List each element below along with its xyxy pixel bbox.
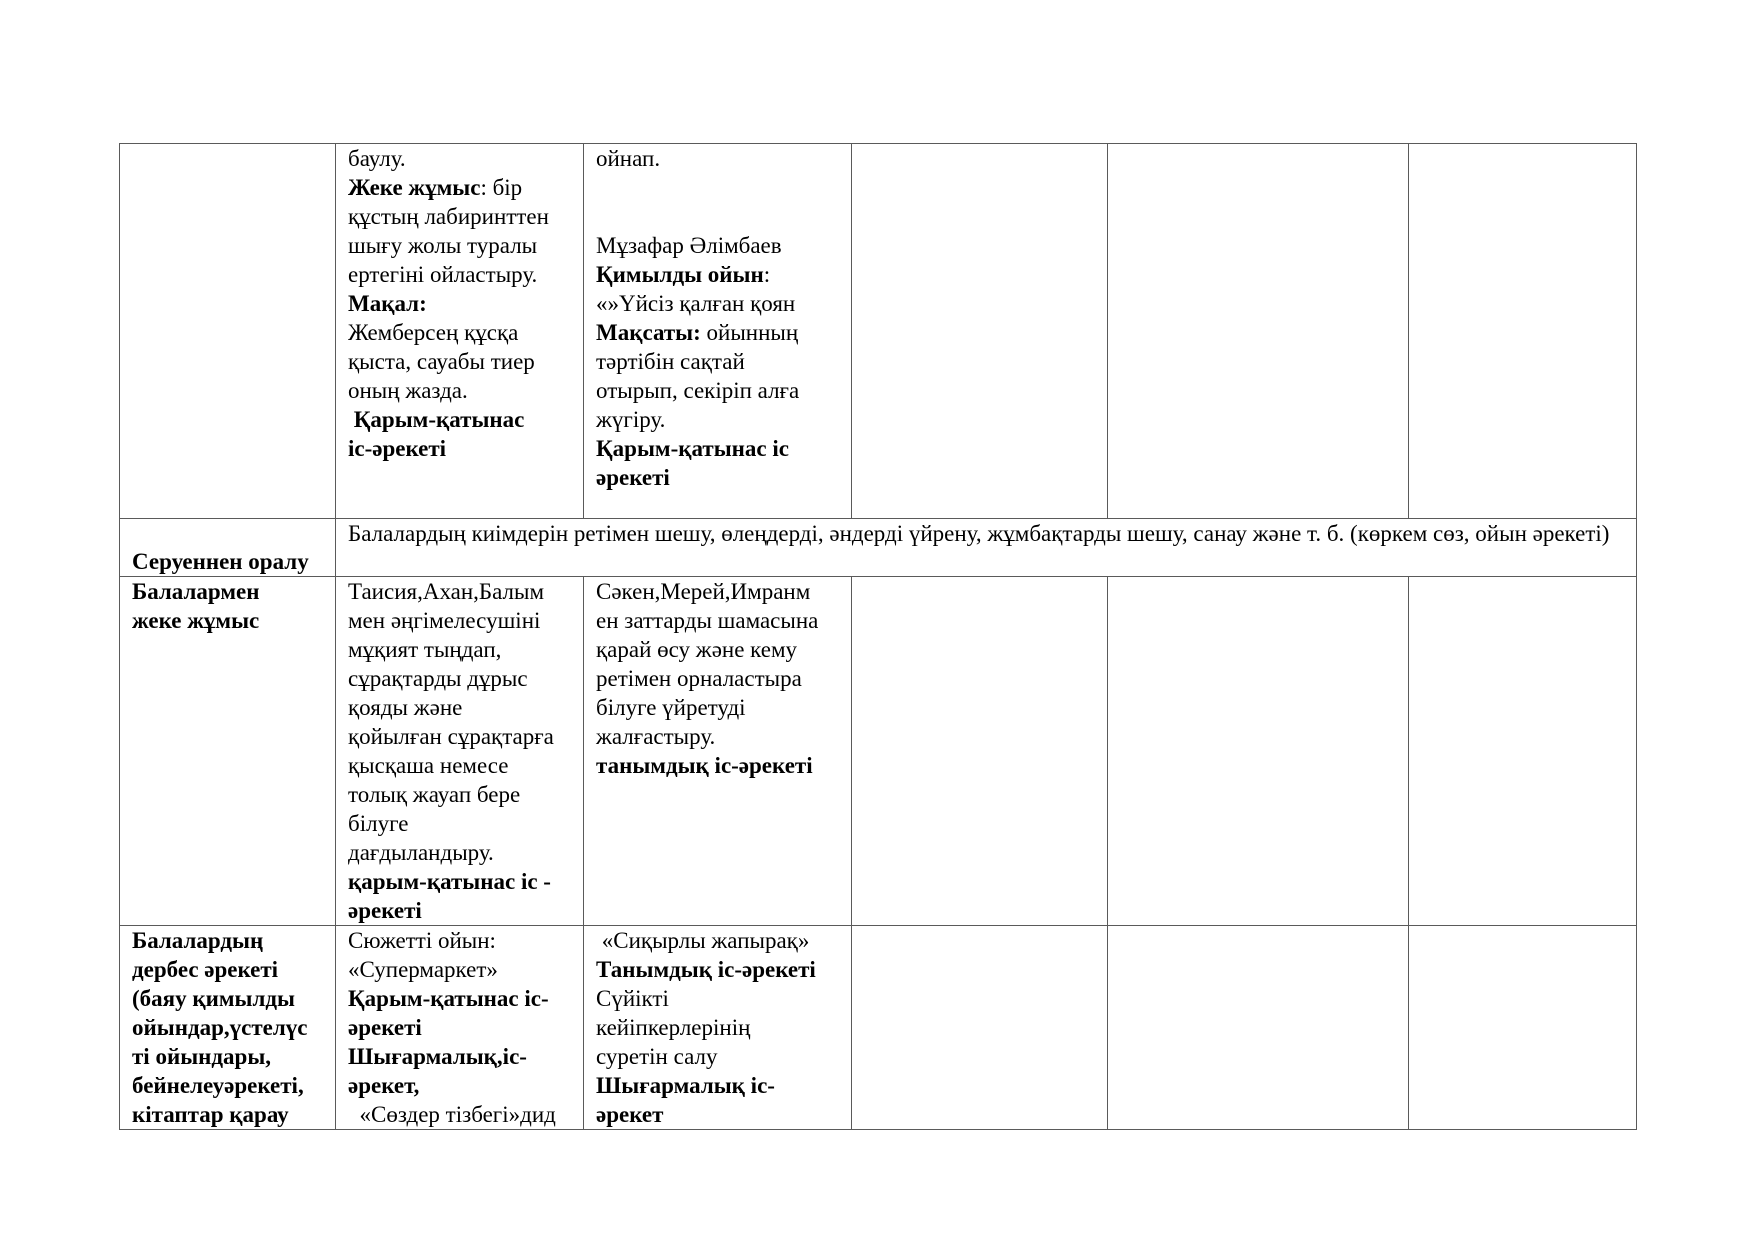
text-fragment: : бір — [480, 175, 523, 200]
row4-col2-cell: Сюжетті ойын: «Супермаркет» Қарым-қатынас іс- әрекеті Шығармалық,іс- әрекет, «Сөздер тізбегі»дид — [336, 926, 584, 1130]
row3-col2-cell: Таисия,Ахан,Балым мен әңгімелесушіні мұқият тыңдап, сұрақтарды дұрыс қояды және қойылған сұрақтарға қысқаша немесе толық жауап бере білуге дағдыландыру. қарым-қатынас іс - әрекеті — [336, 577, 584, 926]
return-from-walk-label: Серуеннен оралу — [120, 519, 336, 577]
row4-col3-cell: «Сиқырлы жапырақ» Танымдық іс-әрекеті Сүйікті кейіпкерлерінің суретін салу Шығармалық іс- әрекет — [584, 926, 852, 1130]
row4-col5-cell — [1108, 926, 1409, 1130]
row1-col2-line: оның жазда. — [348, 378, 468, 403]
schedule-table — [119, 143, 1637, 1130]
game-colon: : — [763, 262, 771, 287]
table-row — [120, 144, 1637, 519]
return-from-walk-content: Балалардың киімдерін ретімен шешу, өлеңдерді, әндерді үйрену, жұмбақтарды шешу, санау және т. б. (көркем сөз, ойын әрекеті) — [336, 519, 1637, 577]
row1-col2-line: шығу жолы туралы — [348, 233, 538, 258]
row4-col4-cell — [852, 926, 1108, 1130]
table-row — [120, 926, 1637, 1130]
game-label: Қимылды ойын — [596, 262, 764, 287]
row3-col3-cell: Сәкен,Мерей,Имранм ен заттарды шамасына қарай өсу және кему ретімен орналастыра білуге үйретуді жалғастыру. танымдық іс-әрекеті — [584, 577, 852, 926]
row1-col2-cell — [336, 144, 584, 519]
table-row — [120, 519, 1637, 577]
row3-col4-cell — [852, 577, 1108, 926]
row1-col6-cell — [1409, 144, 1637, 519]
goal-label: Мақсаты: — [596, 320, 701, 345]
row3-col6-cell — [1409, 577, 1637, 926]
row1-col2-line: баулу. — [348, 146, 406, 171]
row1-col4-cell — [852, 144, 1108, 519]
row1-label-cell — [120, 144, 336, 519]
row1-col2-line: Мақал: — [348, 291, 427, 316]
activity-label: әрекеті — [596, 465, 670, 490]
row1-col3-top: ойнап. — [596, 146, 661, 171]
poem-author: Мұзафар Әлімбаев — [596, 233, 782, 258]
row1-col2-line: Жемберсең құсқа — [348, 320, 519, 345]
row1-col3-cell — [584, 144, 852, 519]
goal-line: тәртібін сақтай — [596, 349, 745, 374]
table-row — [120, 577, 1637, 926]
goal-text: ойынның — [700, 320, 799, 345]
row1-col2-line: іс-әрекеті — [348, 436, 447, 461]
bold-label: Жеке жұмыс — [348, 175, 481, 200]
row1-col2-line: ертегіні ойластыру. — [348, 262, 538, 287]
row1-col2-line: Қарым-қатынас — [348, 407, 525, 432]
row1-col2-line: қыста, сауабы тиер — [348, 349, 535, 374]
row4-col6-cell — [1409, 926, 1637, 1130]
row3-col5-cell — [1108, 577, 1409, 926]
individual-work-label: Балалармен жеке жұмыс — [120, 577, 336, 926]
row1-col2-line: құстың лабиринттен — [348, 204, 549, 229]
activity-label: Қарым-қатынас іс — [596, 436, 789, 461]
independent-activity-label: Балалардың дербес әрекеті (баяу қимылды ойындар,үстелүс ті ойындары, бейнелеуәрекеті, кітаптар қарау — [120, 926, 336, 1130]
row1-col5-cell — [1108, 144, 1409, 519]
goal-line: отырып, секіріп алға — [596, 378, 800, 403]
game-name: «»Үйсіз қалған қоян — [596, 291, 796, 316]
goal-line: жүгіру. — [596, 407, 666, 432]
row1-col2-line — [348, 173, 573, 202]
